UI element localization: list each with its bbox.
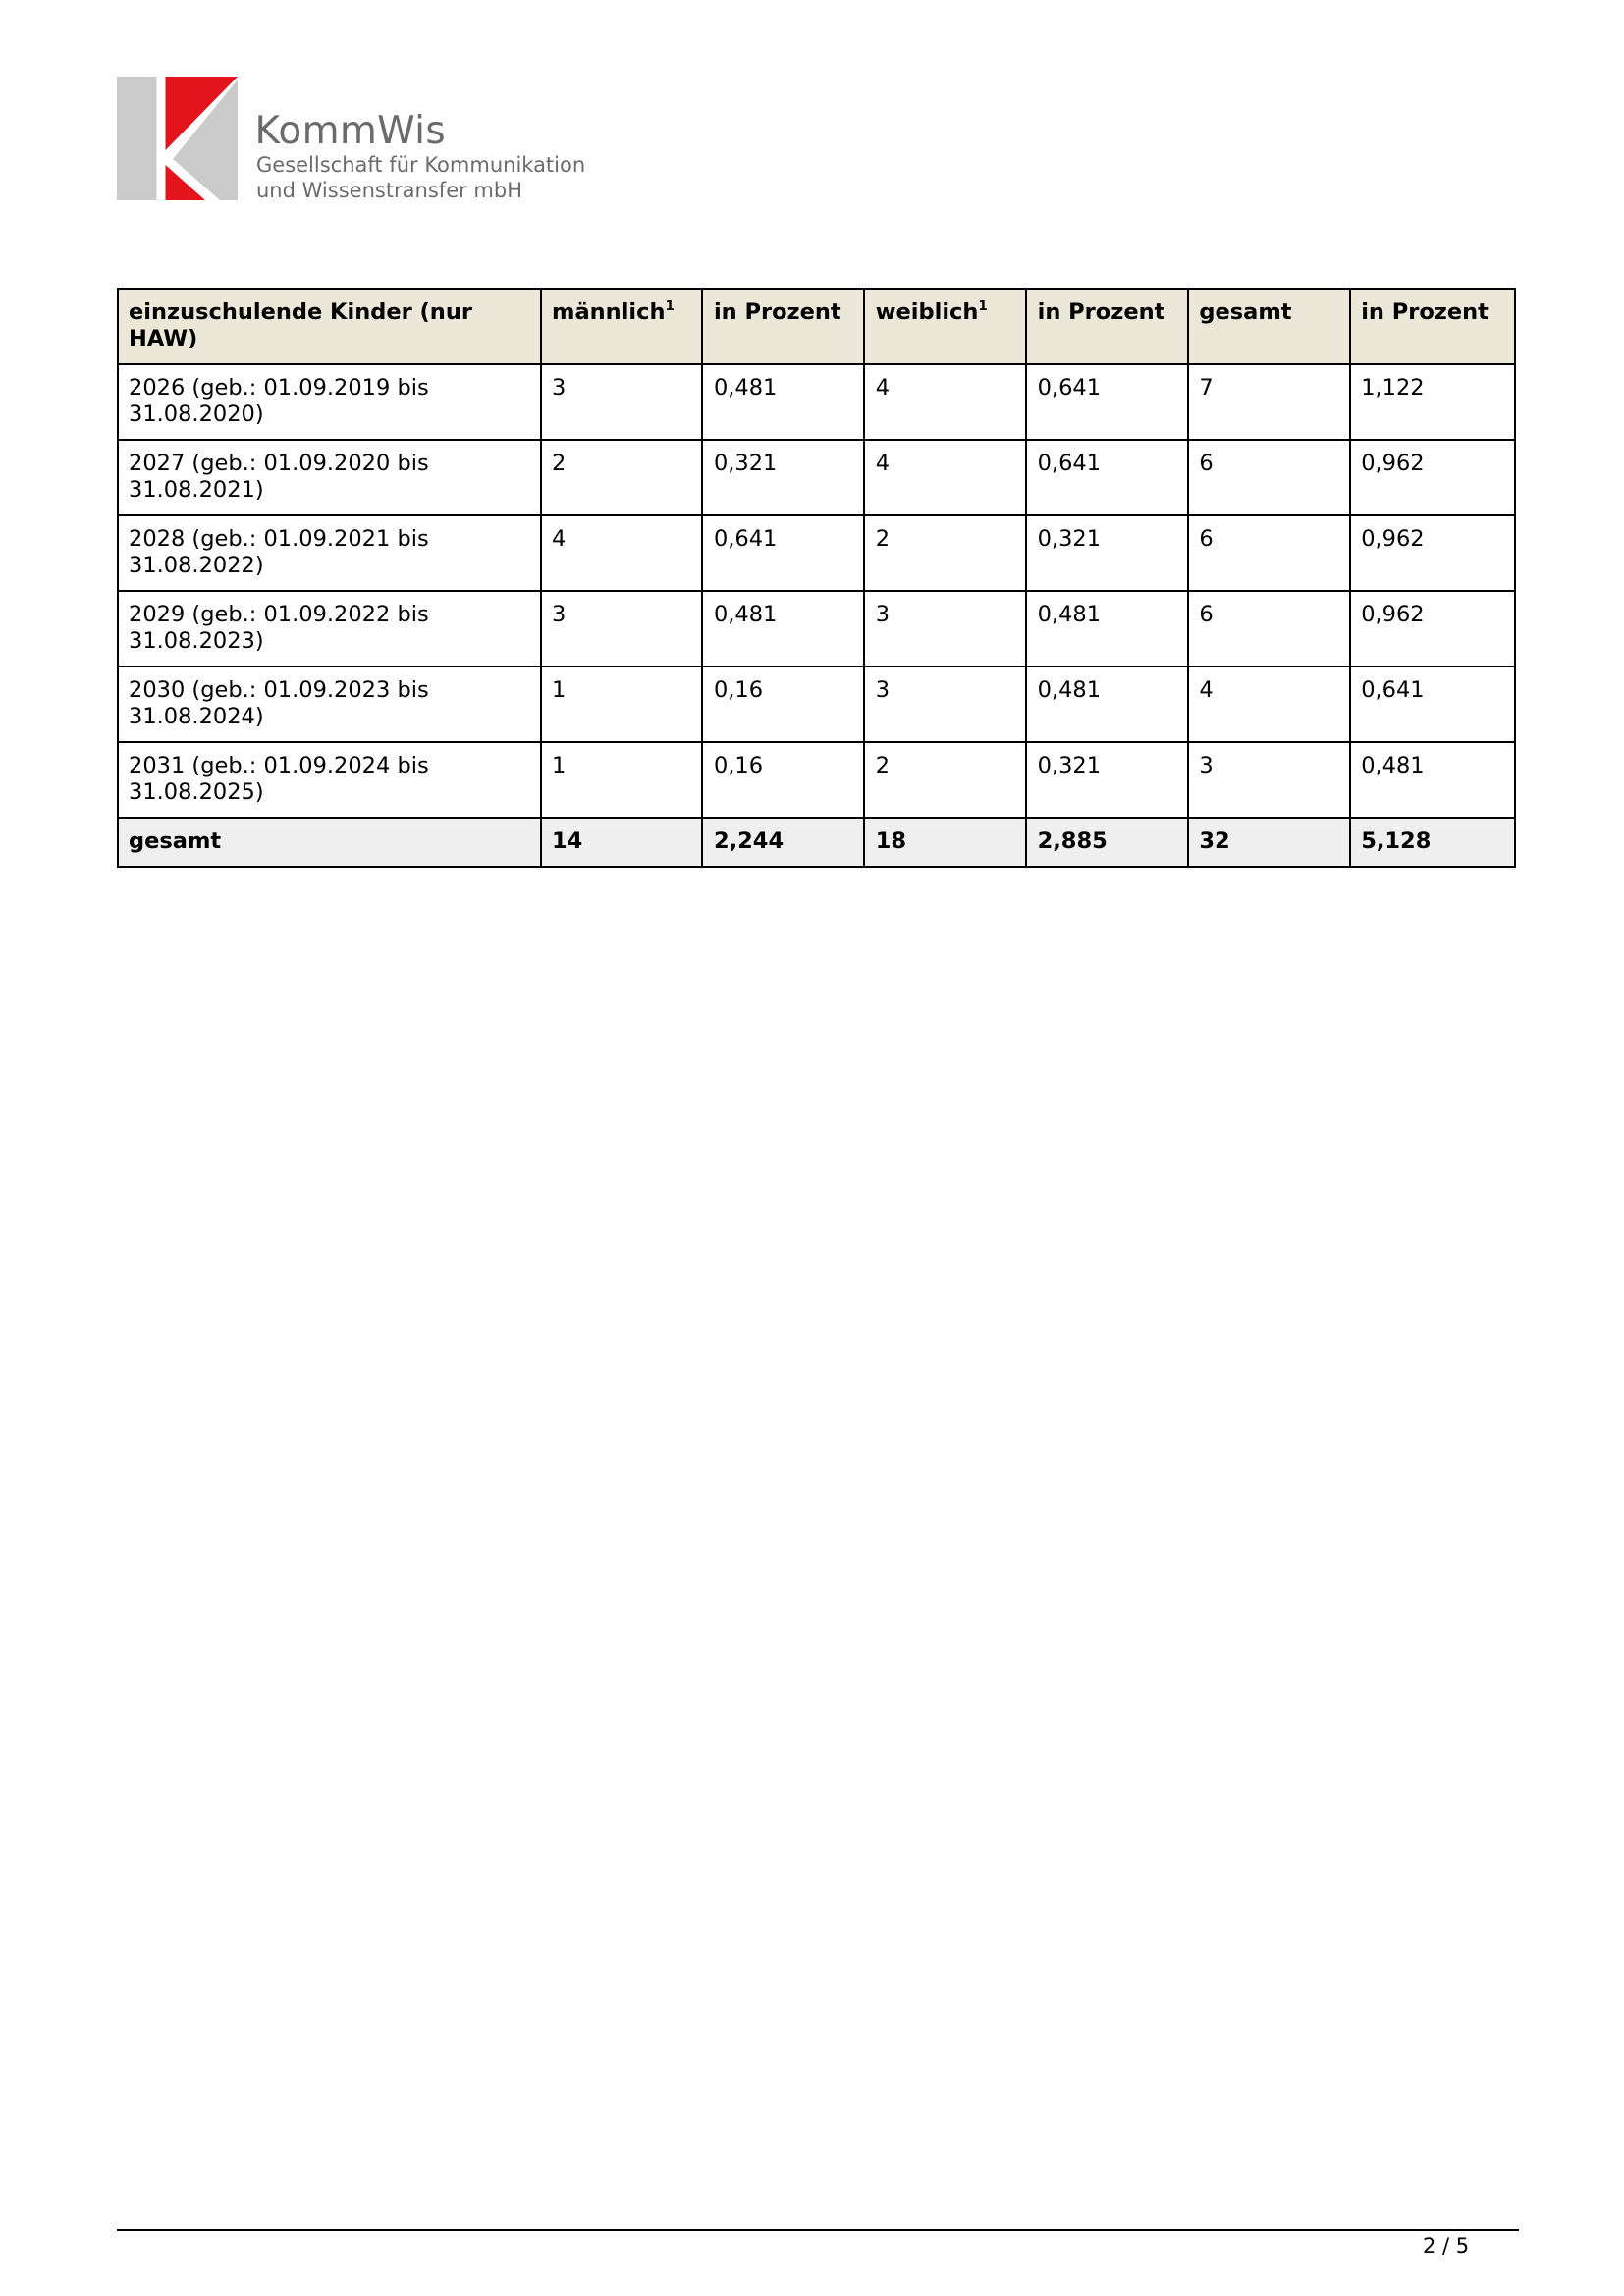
footnote-marker: 1 bbox=[665, 298, 675, 314]
table-row bbox=[118, 591, 1515, 667]
row-label: 2027 (geb.: 01.09.2020 bis 31.08.2021) bbox=[118, 440, 541, 515]
cell-female: 3 bbox=[864, 591, 1026, 667]
cell-female-percent: 0,321 bbox=[1026, 515, 1188, 591]
cell-total: 3 bbox=[1188, 742, 1350, 818]
header-female bbox=[864, 289, 1026, 364]
cell-male-percent: 0,16 bbox=[702, 667, 864, 742]
table-row bbox=[118, 515, 1515, 591]
row-label: 2028 (geb.: 01.09.2021 bis 31.08.2022) bbox=[118, 515, 541, 591]
cell-female: 4 bbox=[864, 364, 1026, 440]
cell-female: 2 bbox=[864, 515, 1026, 591]
cell-male: 4 bbox=[541, 515, 703, 591]
logo-subtitle-line-1: Gesellschaft für Kommunikation bbox=[256, 153, 586, 177]
cell-female-percent: 0,321 bbox=[1026, 742, 1188, 818]
header-male-percent: in Prozent bbox=[702, 289, 864, 364]
header-male bbox=[541, 289, 703, 364]
cell-total: 7 bbox=[1188, 364, 1350, 440]
cell-total: 6 bbox=[1188, 591, 1350, 667]
logo-wordmark: KommWis bbox=[254, 109, 446, 153]
total-male: 14 bbox=[541, 818, 703, 867]
cell-total-percent: 0,962 bbox=[1350, 440, 1515, 515]
logo-subtitle bbox=[256, 153, 585, 203]
cell-female-percent: 0,481 bbox=[1026, 667, 1188, 742]
total-total: 32 bbox=[1188, 818, 1350, 867]
cell-female-percent: 0,641 bbox=[1026, 364, 1188, 440]
total-total-percent: 5,128 bbox=[1350, 818, 1515, 867]
enrollment-table bbox=[117, 288, 1516, 868]
company-logo bbox=[117, 77, 584, 200]
header-male-label: männlich bbox=[552, 299, 666, 325]
cell-total-percent: 0,962 bbox=[1350, 515, 1515, 591]
table-row bbox=[118, 364, 1515, 440]
total-male-percent: 2,244 bbox=[702, 818, 864, 867]
header-children: einzuschulende Kinder (nur HAW) bbox=[118, 289, 541, 364]
cell-male: 2 bbox=[541, 440, 703, 515]
cell-male: 1 bbox=[541, 742, 703, 818]
logo-subtitle-line-2: und Wissenstransfer mbH bbox=[256, 178, 523, 202]
cell-female: 4 bbox=[864, 440, 1026, 515]
cell-total: 4 bbox=[1188, 667, 1350, 742]
row-label: 2031 (geb.: 01.09.2024 bis 31.08.2025) bbox=[118, 742, 541, 818]
cell-total: 6 bbox=[1188, 440, 1350, 515]
row-label: 2029 (geb.: 01.09.2022 bis 31.08.2023) bbox=[118, 591, 541, 667]
header-female-label: weiblich bbox=[875, 299, 979, 325]
cell-total: 6 bbox=[1188, 515, 1350, 591]
cell-male-percent: 0,481 bbox=[702, 591, 864, 667]
cell-male-percent: 0,321 bbox=[702, 440, 864, 515]
cell-total-percent: 1,122 bbox=[1350, 364, 1515, 440]
table-row bbox=[118, 440, 1515, 515]
cell-total-percent: 0,481 bbox=[1350, 742, 1515, 818]
header-total-percent: in Prozent bbox=[1350, 289, 1515, 364]
table-row bbox=[118, 742, 1515, 818]
total-female: 18 bbox=[864, 818, 1026, 867]
table-header-row bbox=[118, 289, 1515, 364]
cell-female-percent: 0,481 bbox=[1026, 591, 1188, 667]
header-female-percent: in Prozent bbox=[1026, 289, 1188, 364]
cell-male-percent: 0,641 bbox=[702, 515, 864, 591]
cell-male: 3 bbox=[541, 591, 703, 667]
cell-total-percent: 0,962 bbox=[1350, 591, 1515, 667]
kommwis-logo-mark bbox=[117, 77, 238, 200]
row-label: 2026 (geb.: 01.09.2019 bis 31.08.2020) bbox=[118, 364, 541, 440]
table-total-row bbox=[118, 818, 1515, 867]
footnote-marker: 1 bbox=[978, 298, 988, 314]
cell-total-percent: 0,641 bbox=[1350, 667, 1515, 742]
cell-female-percent: 0,641 bbox=[1026, 440, 1188, 515]
table-row bbox=[118, 667, 1515, 742]
cell-male-percent: 0,481 bbox=[702, 364, 864, 440]
total-label: gesamt bbox=[118, 818, 541, 867]
page-number: 2 / 5 bbox=[1423, 2233, 1470, 2258]
cell-male-percent: 0,16 bbox=[702, 742, 864, 818]
row-label: 2030 (geb.: 01.09.2023 bis 31.08.2024) bbox=[118, 667, 541, 742]
footer-divider bbox=[117, 2229, 1519, 2231]
cell-female: 2 bbox=[864, 742, 1026, 818]
header-total: gesamt bbox=[1188, 289, 1350, 364]
cell-female: 3 bbox=[864, 667, 1026, 742]
cell-male: 1 bbox=[541, 667, 703, 742]
total-female-percent: 2,885 bbox=[1026, 818, 1188, 867]
cell-male: 3 bbox=[541, 364, 703, 440]
